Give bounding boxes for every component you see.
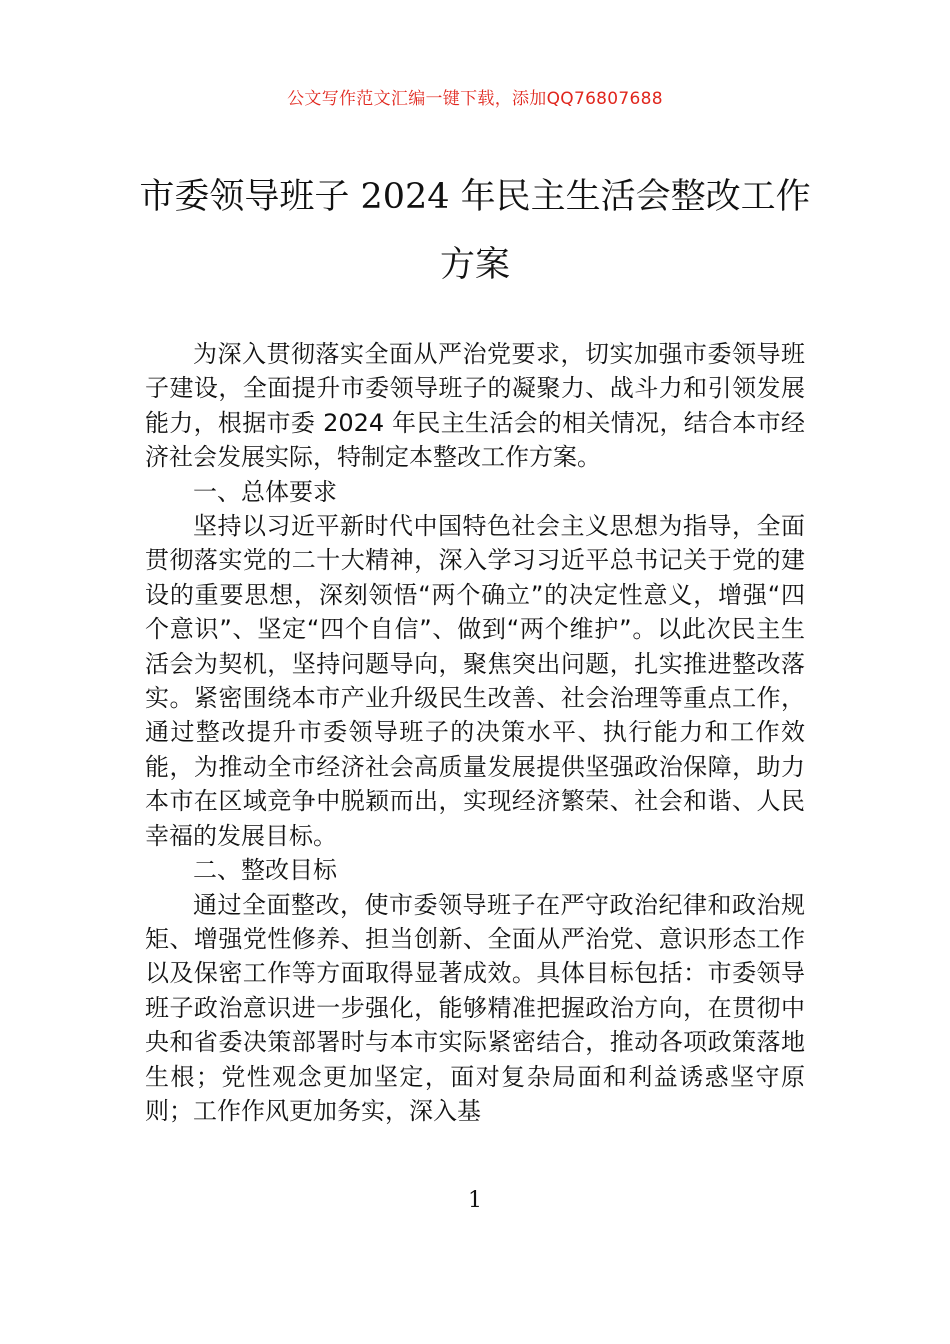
intro-paragraph: 为深入贯彻落实全面从严治党要求，切实加强市委领导班子建设，全面提升市委领导班子的凝聚力、战斗力和引领发展能力，根据市委 2024 年民主生活会的相关情况，结合本市经济社会发展实际，特制定本整改工作方案。 [145, 340, 805, 472]
page-number: 1 [468, 1188, 482, 1213]
section-heading-rectification-goals: 二、整改目标 [193, 856, 337, 885]
download-banner[interactable]: 公文写作范文汇编一键下载，添加QQ76807688 [287, 89, 663, 109]
document-body [145, 337, 805, 1128]
document-title-line-2: 方案 [439, 245, 510, 285]
section-heading-general-requirements: 一、总体要求 [193, 477, 337, 506]
rectification-goals-paragraph: 通过全面整改，使市委领导班子在严守政治纪律和政治规矩、增强党性修养、担当创新、全面从严治党、意识形态工作以及保密工作等方面取得显著成效。具体目标包括：市委领导班子政治意识进一步强化，能够精准把握政治方向，在贯彻中央和省委决策部署时与本市实际紧密结合，推动各项政策落地生根；党性观念更加坚定，面对复杂局面和利益诱惑坚守原则；工作作风更加务实，深入基 [145, 890, 805, 1125]
document-title-line-1: 市委领导班子 2024 年民主生活会整改工作 [139, 177, 811, 217]
general-requirements-paragraph: 坚持以习近平新时代中国特色社会主义思想为指导，全面贯彻落实党的二十大精神，深入学习习近平总书记关于党的建设的重要思想，深刻领悟“两个确立”的决定性意义，增强“四个意识”、坚定“四个自信”、做到“两个维护”。以此次民主生活会为契机，坚持问题导向，聚焦突出问题，扎实推进整改落实。紧密围绕本市产业升级民生改善、社会治理等重点工作，通过整改提升市委领导班子的决策水平、执行能力和工作效能，为推动全市经济社会高质量发展提供坚强政治保障，助力本市在区域竞争中脱颖而出，实现经济繁荣、社会和谐、人民幸福的发展目标。 [145, 512, 805, 850]
